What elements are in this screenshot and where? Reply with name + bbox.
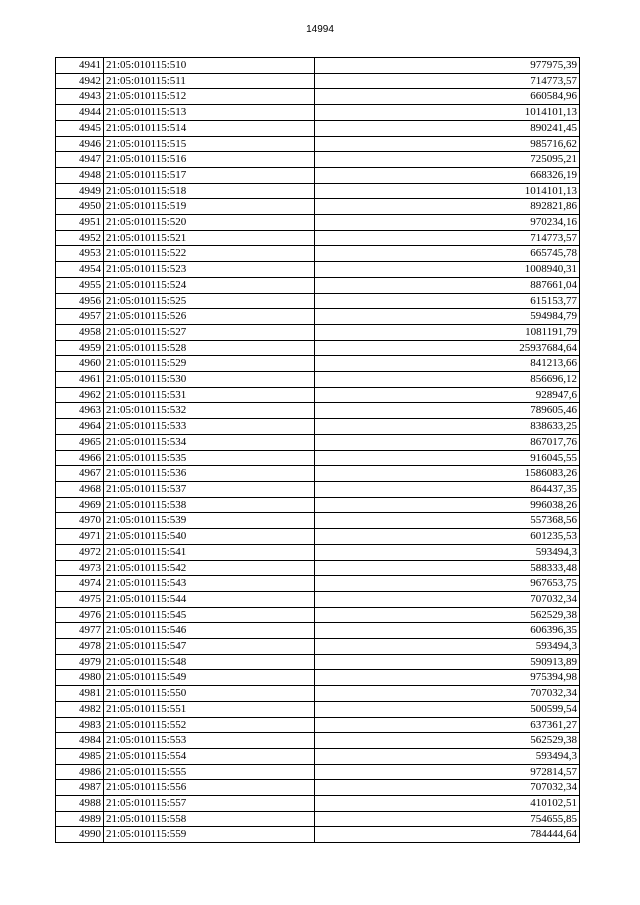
cadastral-number-cell: 21:05:010115:536 [104,466,315,482]
table-row [56,701,580,717]
table-row [56,764,580,780]
cadastral-number-cell: 21:05:010115:545 [104,607,315,623]
cadastral-number-cell: 21:05:010115:543 [104,576,315,592]
cadastral-number-cell: 21:05:010115:557 [104,796,315,812]
row-number-cell: 4948 [56,167,104,183]
value-cell: 594984,79 [315,309,580,325]
row-number-cell: 4946 [56,136,104,152]
table-row [56,827,580,843]
row-number-cell: 4977 [56,623,104,639]
page-number: 14994 [306,24,334,35]
value-cell: 916045,55 [315,450,580,466]
row-number-cell: 4959 [56,340,104,356]
row-number-cell: 4989 [56,811,104,827]
value-cell: 975394,98 [315,670,580,686]
value-cell: 500599,54 [315,701,580,717]
table-row [56,403,580,419]
cadastral-number-cell: 21:05:010115:529 [104,356,315,372]
row-number-cell: 4960 [56,356,104,372]
cadastral-number-cell: 21:05:010115:555 [104,764,315,780]
value-cell: 707032,34 [315,686,580,702]
table-row [56,199,580,215]
value-cell: 856696,12 [315,372,580,388]
value-cell: 841213,66 [315,356,580,372]
row-number-cell: 4984 [56,733,104,749]
row-number-cell: 4985 [56,748,104,764]
value-cell: 593494,3 [315,544,580,560]
cadastral-number-cell: 21:05:010115:547 [104,639,315,655]
value-cell: 754655,85 [315,811,580,827]
row-number-cell: 4943 [56,89,104,105]
value-cell: 890241,45 [315,120,580,136]
row-number-cell: 4986 [56,764,104,780]
value-cell: 660584,96 [315,89,580,105]
table-row [56,419,580,435]
cadastral-number-cell: 21:05:010115:524 [104,277,315,293]
table-row [56,796,580,812]
row-number-cell: 4982 [56,701,104,717]
value-cell: 985716,62 [315,136,580,152]
row-number-cell: 4963 [56,403,104,419]
table-row [56,686,580,702]
cadastral-number-cell: 21:05:010115:518 [104,183,315,199]
row-number-cell: 4975 [56,591,104,607]
row-number-cell: 4972 [56,544,104,560]
row-number-cell: 4956 [56,293,104,309]
row-number-cell: 4976 [56,607,104,623]
cadastral-number-cell: 21:05:010115:534 [104,434,315,450]
row-number-cell: 4987 [56,780,104,796]
row-number-cell: 4958 [56,324,104,340]
row-number-cell: 4978 [56,639,104,655]
cadastral-number-cell: 21:05:010115:537 [104,481,315,497]
value-cell: 784444,64 [315,827,580,843]
table-row [56,497,580,513]
value-cell: 557368,56 [315,513,580,529]
table-row [56,309,580,325]
table-row [56,230,580,246]
row-number-cell: 4955 [56,277,104,293]
cadastral-number-cell: 21:05:010115:541 [104,544,315,560]
row-number-cell: 4953 [56,246,104,262]
table-row [56,481,580,497]
row-number-cell: 4942 [56,73,104,89]
value-cell: 668326,19 [315,167,580,183]
table-row [56,529,580,545]
value-cell: 714773,57 [315,230,580,246]
row-number-cell: 4941 [56,58,104,74]
value-cell: 967653,75 [315,576,580,592]
table-row [56,73,580,89]
cadastral-number-cell: 21:05:010115:512 [104,89,315,105]
table-row [56,89,580,105]
cadastral-number-cell: 21:05:010115:526 [104,309,315,325]
row-number-cell: 4990 [56,827,104,843]
value-cell: 928947,6 [315,387,580,403]
value-cell: 1014101,13 [315,183,580,199]
table-row [56,639,580,655]
cadastral-number-cell: 21:05:010115:527 [104,324,315,340]
row-number-cell: 4954 [56,262,104,278]
table-row [56,544,580,560]
table-row [56,324,580,340]
row-number-cell: 4981 [56,686,104,702]
value-cell: 590913,89 [315,654,580,670]
table-row [56,576,580,592]
row-number-cell: 4970 [56,513,104,529]
table-row [56,215,580,231]
cadastral-number-cell: 21:05:010115:528 [104,340,315,356]
value-cell: 972814,57 [315,764,580,780]
cadastral-number-cell: 21:05:010115:516 [104,152,315,168]
value-cell: 864437,35 [315,481,580,497]
value-cell: 892821,86 [315,199,580,215]
table-row [56,58,580,74]
table-row [56,466,580,482]
value-cell: 562529,38 [315,607,580,623]
table-row [56,120,580,136]
table-row [56,560,580,576]
row-number-cell: 4944 [56,105,104,121]
row-number-cell: 4945 [56,120,104,136]
row-number-cell: 4950 [56,199,104,215]
cadastral-value-table [55,57,580,843]
cadastral-number-cell: 21:05:010115:514 [104,120,315,136]
row-number-cell: 4961 [56,372,104,388]
cadastral-number-cell: 21:05:010115:538 [104,497,315,513]
table-row [56,748,580,764]
cadastral-number-cell: 21:05:010115:558 [104,811,315,827]
table-row [56,780,580,796]
value-cell: 996038,26 [315,497,580,513]
table-row [56,262,580,278]
row-number-cell: 4988 [56,796,104,812]
row-number-cell: 4973 [56,560,104,576]
row-number-cell: 4949 [56,183,104,199]
table-row [56,591,580,607]
table-row [56,450,580,466]
table-row [56,152,580,168]
value-cell: 838633,25 [315,419,580,435]
cadastral-number-cell: 21:05:010115:539 [104,513,315,529]
cadastral-number-cell: 21:05:010115:511 [104,73,315,89]
table-row [56,434,580,450]
table-row [56,356,580,372]
cadastral-number-cell: 21:05:010115:544 [104,591,315,607]
table-row [56,607,580,623]
cadastral-number-cell: 21:05:010115:533 [104,419,315,435]
cadastral-number-cell: 21:05:010115:525 [104,293,315,309]
cadastral-number-cell: 21:05:010115:554 [104,748,315,764]
table-row [56,372,580,388]
cadastral-number-cell: 21:05:010115:553 [104,733,315,749]
table-row [56,293,580,309]
table-row [56,246,580,262]
value-cell: 789605,46 [315,403,580,419]
cadastral-number-cell: 21:05:010115:548 [104,654,315,670]
cadastral-number-cell: 21:05:010115:522 [104,246,315,262]
row-number-cell: 4966 [56,450,104,466]
row-number-cell: 4971 [56,529,104,545]
table-row [56,654,580,670]
cadastral-number-cell: 21:05:010115:550 [104,686,315,702]
cadastral-number-cell: 21:05:010115:540 [104,529,315,545]
table-row [56,105,580,121]
value-cell: 562529,38 [315,733,580,749]
value-cell: 606396,35 [315,623,580,639]
row-number-cell: 4967 [56,466,104,482]
value-cell: 615153,77 [315,293,580,309]
value-cell: 593494,3 [315,639,580,655]
cadastral-number-cell: 21:05:010115:559 [104,827,315,843]
cadastral-number-cell: 21:05:010115:513 [104,105,315,121]
table-row [56,623,580,639]
cadastral-number-cell: 21:05:010115:523 [104,262,315,278]
value-cell: 25937684,64 [315,340,580,356]
row-number-cell: 4969 [56,497,104,513]
value-cell: 970234,16 [315,215,580,231]
row-number-cell: 4951 [56,215,104,231]
value-cell: 1586083,26 [315,466,580,482]
cadastral-number-cell: 21:05:010115:517 [104,167,315,183]
value-cell: 1081191,79 [315,324,580,340]
value-cell: 665745,78 [315,246,580,262]
value-cell: 588333,48 [315,560,580,576]
cadastral-number-cell: 21:05:010115:520 [104,215,315,231]
cadastral-number-cell: 21:05:010115:549 [104,670,315,686]
value-cell: 410102,51 [315,796,580,812]
cadastral-number-cell: 21:05:010115:551 [104,701,315,717]
row-number-cell: 4964 [56,419,104,435]
row-number-cell: 4952 [56,230,104,246]
cadastral-number-cell: 21:05:010115:556 [104,780,315,796]
cadastral-number-cell: 21:05:010115:531 [104,387,315,403]
cadastral-number-cell: 21:05:010115:542 [104,560,315,576]
value-cell: 714773,57 [315,73,580,89]
table-row [56,387,580,403]
row-number-cell: 4983 [56,717,104,733]
value-cell: 1008940,31 [315,262,580,278]
row-number-cell: 4962 [56,387,104,403]
table-row [56,277,580,293]
row-number-cell: 4957 [56,309,104,325]
cadastral-number-cell: 21:05:010115:546 [104,623,315,639]
cadastral-number-cell: 21:05:010115:510 [104,58,315,74]
row-number-cell: 4980 [56,670,104,686]
row-number-cell: 4974 [56,576,104,592]
table-body [56,58,580,843]
value-cell: 601235,53 [315,529,580,545]
value-cell: 887661,04 [315,277,580,293]
value-cell: 867017,76 [315,434,580,450]
table-row [56,183,580,199]
cadastral-number-cell: 21:05:010115:515 [104,136,315,152]
value-cell: 593494,3 [315,748,580,764]
table-row [56,167,580,183]
value-cell: 977975,39 [315,58,580,74]
row-number-cell: 4947 [56,152,104,168]
value-cell: 707032,34 [315,591,580,607]
value-cell: 637361,27 [315,717,580,733]
table-row [56,136,580,152]
row-number-cell: 4965 [56,434,104,450]
value-cell: 725095,21 [315,152,580,168]
table-row [56,513,580,529]
table-row [56,670,580,686]
table-row [56,733,580,749]
cadastral-number-cell: 21:05:010115:519 [104,199,315,215]
cadastral-number-cell: 21:05:010115:521 [104,230,315,246]
row-number-cell: 4968 [56,481,104,497]
cadastral-number-cell: 21:05:010115:530 [104,372,315,388]
value-cell: 707032,34 [315,780,580,796]
cadastral-number-cell: 21:05:010115:535 [104,450,315,466]
table-row [56,811,580,827]
row-number-cell: 4979 [56,654,104,670]
table-row [56,340,580,356]
cadastral-number-cell: 21:05:010115:552 [104,717,315,733]
table-row [56,717,580,733]
cadastral-number-cell: 21:05:010115:532 [104,403,315,419]
value-cell: 1014101,13 [315,105,580,121]
